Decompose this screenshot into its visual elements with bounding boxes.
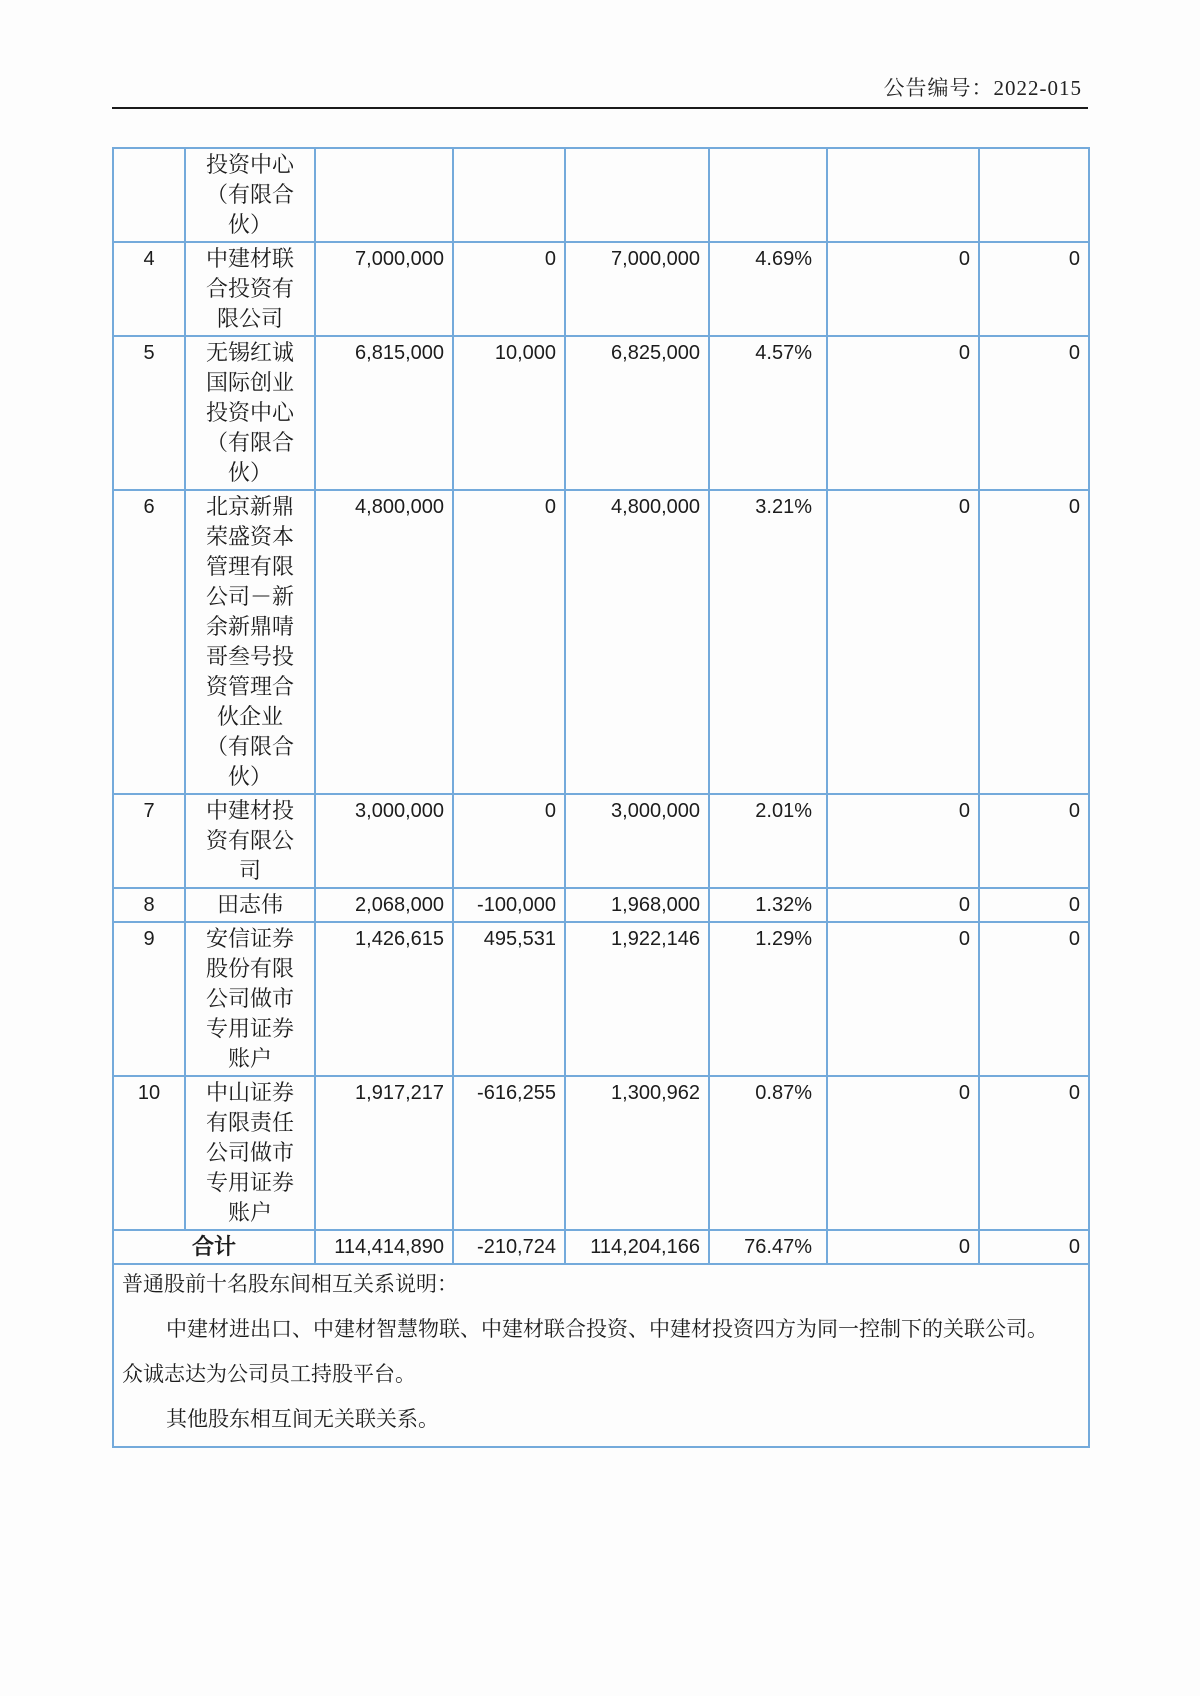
- note-line: 中建材进出口、中建材智慧物联、中建材联合投资、中建材投资四方为同一控制下的关联公司。: [166, 1317, 1048, 1341]
- rank-cell: 9: [113, 922, 185, 1076]
- change-cell: [453, 148, 565, 242]
- col8-cell: 0: [979, 922, 1089, 1076]
- total-end-cell: 114,204,166: [565, 1230, 709, 1264]
- col7-cell: [827, 148, 979, 242]
- change-cell: -616,255: [453, 1076, 565, 1230]
- col8-cell: 0: [979, 336, 1089, 490]
- percent-cell: 4.69%: [709, 242, 827, 336]
- col8-cell: 0: [979, 794, 1089, 888]
- percent-cell: 1.32%: [709, 888, 827, 922]
- header-rule: [112, 107, 1088, 109]
- rank-cell: 5: [113, 336, 185, 490]
- end-cell: 6,825,000: [565, 336, 709, 490]
- announcement-number: 公告编号：2022-015: [883, 76, 1082, 100]
- change-cell: -100,000: [453, 888, 565, 922]
- name-cell: 田志伟: [185, 888, 315, 922]
- end-cell: 3,000,000: [565, 794, 709, 888]
- name-cell: 中山证券有限责任公司做市专用证券账户: [185, 1076, 315, 1230]
- col8-cell: 0: [979, 490, 1089, 794]
- rank-cell: 10: [113, 1076, 185, 1230]
- table-row: [113, 922, 1089, 1076]
- total-begin-cell: 114,414,890: [315, 1230, 453, 1264]
- col7-cell: 0: [827, 242, 979, 336]
- rank-cell: 8: [113, 888, 185, 922]
- rank-cell: 6: [113, 490, 185, 794]
- begin-cell: 3,000,000: [315, 794, 453, 888]
- percent-cell: [709, 148, 827, 242]
- begin-cell: 2,068,000: [315, 888, 453, 922]
- col8-cell: 0: [979, 888, 1089, 922]
- table-row: [113, 490, 1089, 794]
- change-cell: 0: [453, 794, 565, 888]
- begin-cell: [315, 148, 453, 242]
- end-cell: 7,000,000: [565, 242, 709, 336]
- note-line: 普通股前十名股东间相互关系说明：: [122, 1272, 458, 1296]
- name-cell: 中建材联合投资有限公司: [185, 242, 315, 336]
- name-cell: 中建材投资有限公司: [185, 794, 315, 888]
- total-change-cell: -210,724: [453, 1230, 565, 1264]
- end-cell: 1,968,000: [565, 888, 709, 922]
- change-cell: 0: [453, 242, 565, 336]
- col7-cell: 0: [827, 794, 979, 888]
- change-cell: 10,000: [453, 336, 565, 490]
- col7-cell: 0: [827, 336, 979, 490]
- col7-cell: 0: [827, 888, 979, 922]
- document-header: [112, 0, 1088, 109]
- page-content: [112, 0, 1088, 1448]
- rank-cell: 4: [113, 242, 185, 336]
- end-cell: 1,300,962: [565, 1076, 709, 1230]
- change-cell: 495,531: [453, 922, 565, 1076]
- col7-cell: 0: [827, 922, 979, 1076]
- begin-cell: 4,800,000: [315, 490, 453, 794]
- note-line: 其他股东相互间无关联关系。: [166, 1407, 439, 1431]
- shareholders-table: [112, 147, 1090, 1448]
- total-col8-cell: 0: [979, 1230, 1089, 1264]
- name-cell: 安信证券股份有限公司做市专用证券账户: [185, 922, 315, 1076]
- end-cell: 1,922,146: [565, 922, 709, 1076]
- percent-cell: 1.29%: [709, 922, 827, 1076]
- total-label-cell: 合计: [113, 1230, 315, 1264]
- percent-cell: 0.87%: [709, 1076, 827, 1230]
- table-row: [113, 888, 1089, 922]
- end-cell: [565, 148, 709, 242]
- col7-cell: 0: [827, 490, 979, 794]
- rank-cell: 7: [113, 794, 185, 888]
- name-cell: 无锡红诚国际创业投资中心（有限合伙）: [185, 336, 315, 490]
- total-row: [113, 1230, 1089, 1264]
- table-row: [113, 336, 1089, 490]
- percent-cell: 3.21%: [709, 490, 827, 794]
- note-line: 众诚志达为公司员工持股平台。: [122, 1362, 416, 1386]
- relationship-notes: [113, 1264, 1089, 1447]
- table-row: [113, 794, 1089, 888]
- begin-cell: 7,000,000: [315, 242, 453, 336]
- percent-cell: 2.01%: [709, 794, 827, 888]
- begin-cell: 1,426,615: [315, 922, 453, 1076]
- col7-cell: 0: [827, 1076, 979, 1230]
- notes-row: [113, 1264, 1089, 1447]
- col8-cell: [979, 148, 1089, 242]
- col8-cell: 0: [979, 242, 1089, 336]
- name-cell: 投资中心（有限合伙）: [185, 148, 315, 242]
- end-cell: 4,800,000: [565, 490, 709, 794]
- table-row-partial: [113, 148, 1089, 242]
- table-row: [113, 1076, 1089, 1230]
- total-col7-cell: 0: [827, 1230, 979, 1264]
- begin-cell: 6,815,000: [315, 336, 453, 490]
- percent-cell: 4.57%: [709, 336, 827, 490]
- begin-cell: 1,917,217: [315, 1076, 453, 1230]
- total-percent-cell: 76.47%: [709, 1230, 827, 1264]
- rank-cell: [113, 148, 185, 242]
- name-cell: 北京新鼎荣盛资本管理有限公司－新余新鼎啨哥叁号投资管理合伙企业（有限合伙）: [185, 490, 315, 794]
- col8-cell: 0: [979, 1076, 1089, 1230]
- change-cell: 0: [453, 490, 565, 794]
- table-row: [113, 242, 1089, 336]
